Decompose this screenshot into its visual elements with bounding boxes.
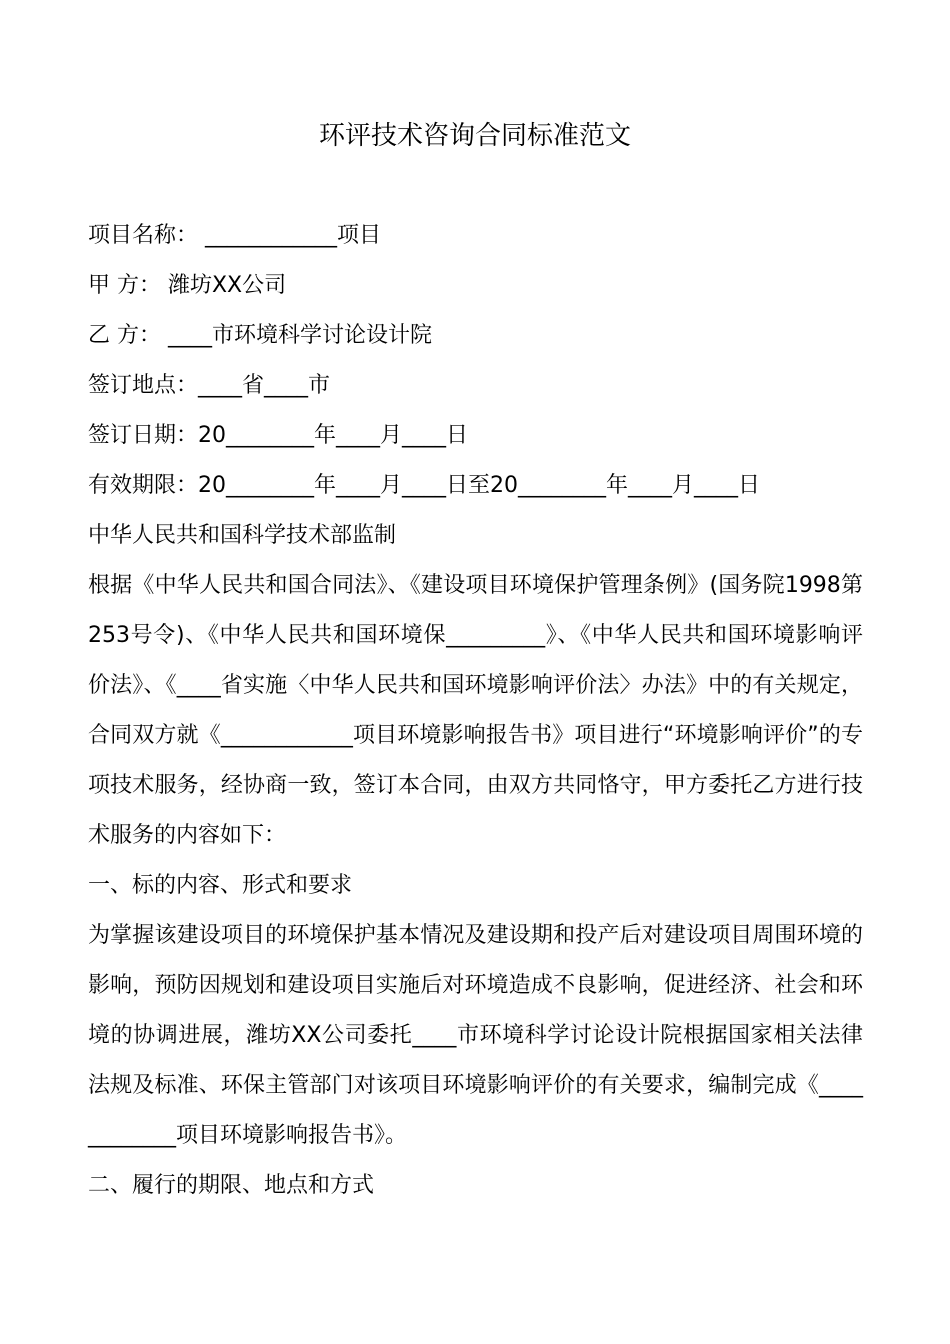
section-1-paragraph: 为掌握该建设项目的环境保护基本情况及建设期和投产后对建设项目周围环境的影响，预防因规划和建设项目实施后对环境造成不良影响，促进经济、社会和环境的协调进展，潍坊XX公司委托____市环境科学讨论设计院根据国家相关法律法规及标准、环保主管部门对该项目环境影响评价的有关要求，编制完成《____________项目环境影响报告书》。 xyxy=(88,923,863,1148)
field-signing-date: 签订日期：20________年____月____日 xyxy=(88,423,468,448)
supervisor-note: 中华人民共和国科学技术部监制 xyxy=(88,523,397,548)
section-1-heading: 一、标的内容、形式和要求 xyxy=(88,873,353,898)
field-validity-period: 有效期限：20________年____月____日至20________年____月____日 xyxy=(88,473,760,498)
field-signing-place: 签订地点：____省____市 xyxy=(88,373,331,398)
section-2-heading: 二、履行的期限、地点和方式 xyxy=(88,1173,375,1198)
document-body xyxy=(88,211,863,1211)
intro-paragraph: 根据《中华人民共和国合同法》、《建设项目环境保护管理条例》(国务院1998第253号令)、《中华人民共和国环境保_________》、《中华人民共和国环境影响评价法》、《____省实施〈中华人民共和国环境影响评价法〉办法》中的有关规定，合同双方就《____________项目环境影响报告书》项目进行“环境影响评价”的专项技术服务，经协商一致，签订本合同，由双方共同恪守，甲方委托乙方进行技术服务的内容如下： xyxy=(88,573,863,848)
field-party-b: 乙 方： ____市环境科学讨论设计院 xyxy=(88,323,432,348)
document-title: 环评技术咨询合同标准范文 xyxy=(318,121,631,151)
field-project-name: 项目名称： ____________项目 xyxy=(88,223,381,248)
field-party-a: 甲 方： 潍坊XX公司 xyxy=(88,273,287,298)
